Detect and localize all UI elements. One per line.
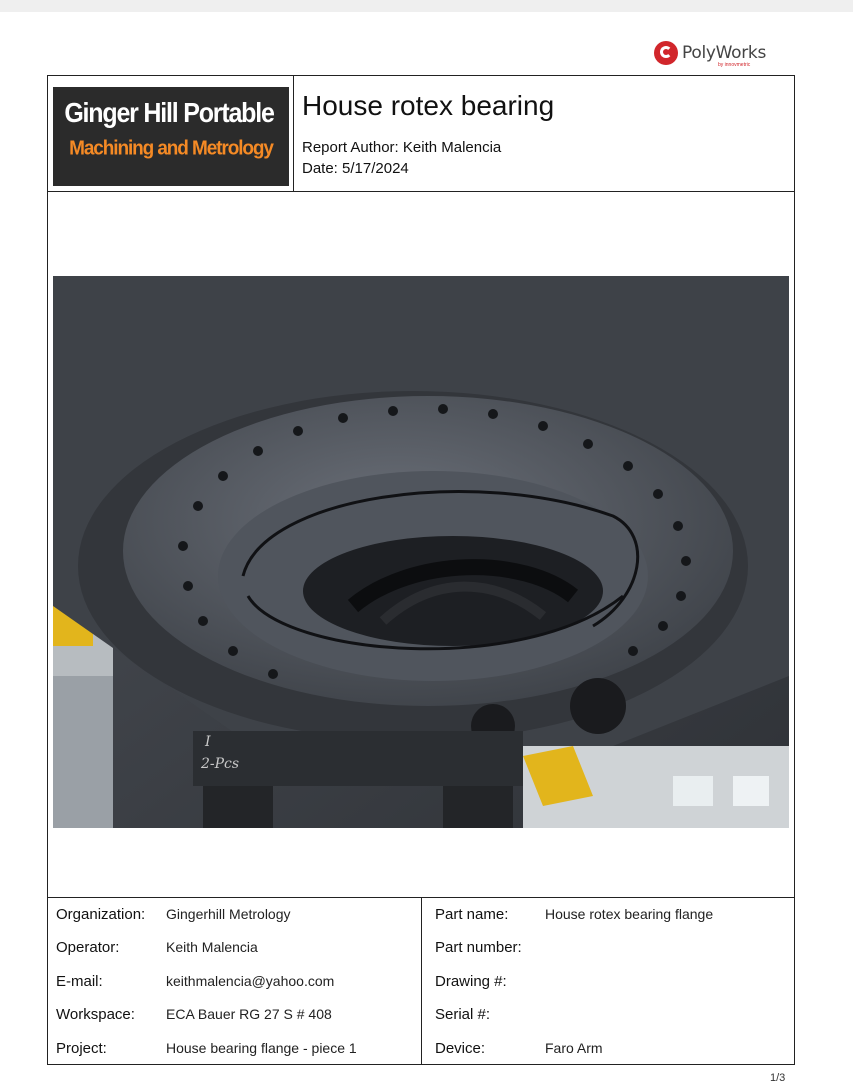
photo-handwriting-line1: I: [205, 734, 211, 750]
value-organization: Gingerhill Metrology: [166, 906, 291, 922]
label-device: Device:: [435, 1040, 486, 1057]
report-title: House rotex bearing: [302, 90, 555, 121]
part-photo: [53, 276, 789, 828]
label-operator: Operator:: [56, 939, 120, 956]
label-serial-number: Serial #:: [435, 1006, 491, 1023]
label-drawing-number: Drawing #:: [435, 973, 507, 990]
info-divider: [421, 897, 422, 1065]
report-author: Report Author: Keith Malencia: [302, 139, 502, 156]
photo-handwriting-line2: 2-Pcs: [201, 756, 240, 772]
header-divider: [293, 75, 294, 192]
value-workspace: ECA Bauer RG 27 S # 408: [166, 1006, 332, 1022]
value-email: keithmalencia@yahoo.com: [166, 973, 335, 989]
company-logo: [53, 87, 289, 186]
report-date: Date: 5/17/2024: [302, 160, 409, 177]
value-device: Faro Arm: [545, 1040, 603, 1056]
label-part-name: Part name:: [435, 906, 509, 923]
polyworks-logo-byline: by innovmetric: [718, 62, 751, 68]
company-name: Ginger Hill Portable: [64, 97, 274, 129]
value-operator: Keith Malencia: [166, 939, 258, 955]
label-email: E-mail:: [56, 973, 103, 990]
label-project: Project:: [56, 1040, 107, 1057]
polyworks-logo-icon: [654, 41, 678, 65]
label-part-number: Part number:: [435, 939, 522, 956]
polyworks-logo-name: PolyWorks: [682, 43, 767, 63]
polyworks-logo: [654, 40, 774, 70]
viewer-top-bar: [0, 0, 853, 12]
label-workspace: Workspace:: [56, 1006, 135, 1023]
bearing-photo-illustration: [53, 276, 789, 828]
company-tagline: Machining and Metrology: [69, 137, 273, 160]
label-organization: Organization:: [56, 906, 146, 923]
page-number: 1/3: [770, 1072, 786, 1084]
value-part-name: House rotex bearing flange: [545, 906, 714, 922]
value-project: House bearing flange - piece 1: [166, 1040, 357, 1056]
